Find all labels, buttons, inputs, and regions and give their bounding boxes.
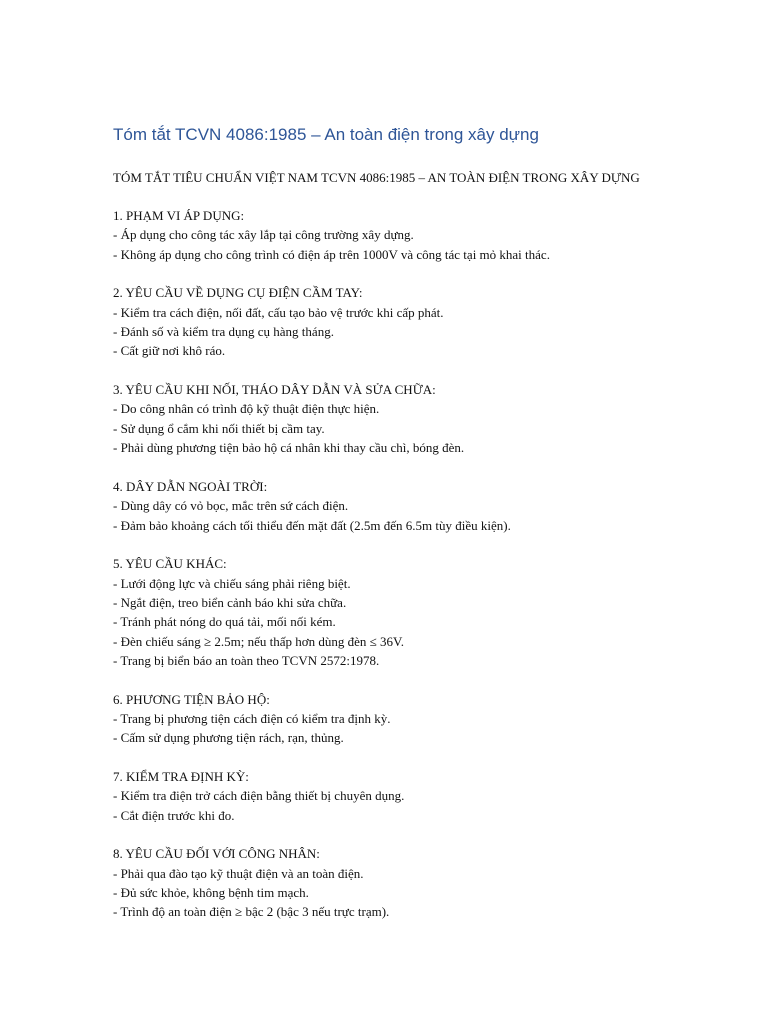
list-item: - Sử dụng ổ cắm khi nối thiết bị cầm tay. bbox=[113, 420, 325, 436]
list-item: - Lưới động lực và chiếu sáng phải riêng biệt. bbox=[113, 575, 351, 591]
list-item: - Cất giữ nơi khô ráo. bbox=[113, 343, 226, 359]
section-wiring-repair bbox=[113, 380, 550, 457]
list-item: - Áp dụng cho công tác xây lắp tại công trường xây dựng. bbox=[113, 227, 414, 243]
section-title: 8. YÊU CẦU ĐỐI VỚI CÔNG NHÂN: bbox=[113, 846, 320, 862]
list-item: - Kiểm tra cách điện, nối đất, cấu tạo bảo vệ trước khi cấp phát. bbox=[113, 304, 444, 320]
section-title: 4. DÂY DẪN NGOÀI TRỜI: bbox=[113, 478, 268, 494]
section-title: 3. YÊU CẦU KHI NỐI, THÁO DÂY DẪN VÀ SỬA CHỮA: bbox=[113, 382, 436, 398]
list-item: - Đủ sức khỏe, không bệnh tim mạch. bbox=[113, 885, 309, 901]
list-item: - Do công nhân có trình độ kỹ thuật điện thực hiện. bbox=[113, 401, 380, 417]
section-title: 6. PHƯƠNG TIỆN BẢO HỘ: bbox=[113, 691, 270, 707]
section-other-requirements bbox=[113, 554, 550, 670]
document-title: Tóm tắt TCVN 4086:1985 – An toàn điện trong xây dựng bbox=[113, 125, 539, 144]
list-item: - Không áp dụng cho công trình có điện áp trên 1000V và công tác tại mỏ khai thác. bbox=[113, 246, 550, 262]
section-title: 7. KIỂM TRA ĐỊNH KỲ: bbox=[113, 768, 249, 784]
list-item: - Đảm bảo khoảng cách tối thiểu đến mặt đất (2.5m đến 6.5m tùy điều kiện). bbox=[113, 517, 511, 533]
list-item: - Phải qua đào tạo kỹ thuật điện và an toàn điện. bbox=[113, 865, 364, 881]
list-item: - Phải dùng phương tiện bảo hộ cá nhân khi thay cầu chì, bóng đèn. bbox=[113, 440, 465, 456]
list-item: - Đánh số và kiểm tra dụng cụ hàng tháng. bbox=[113, 324, 334, 340]
section-protective-equipment bbox=[113, 690, 550, 748]
section-hand-tools bbox=[113, 283, 550, 360]
section-title: 2. YÊU CẦU VỀ DỤNG CỤ ĐIỆN CẦM TAY: bbox=[113, 285, 363, 301]
section-outdoor-wiring bbox=[113, 477, 550, 535]
section-title: 5. YÊU CẦU KHÁC: bbox=[113, 556, 227, 572]
document-heading: TÓM TẮT TIÊU CHUẨN VIỆT NAM TCVN 4086:1985 – AN TOÀN ĐIỆN TRONG XÂY DỰNG bbox=[113, 170, 640, 185]
section-scope bbox=[113, 206, 550, 264]
list-item: - Trình độ an toàn điện ≥ bậc 2 (bậc 3 nếu trực trạm). bbox=[113, 904, 390, 920]
section-periodic-inspection bbox=[113, 767, 550, 825]
list-item: - Cấm sử dụng phương tiện rách, rạn, thủng. bbox=[113, 730, 344, 746]
sections-container bbox=[113, 206, 550, 941]
section-title: 1. PHẠM VI ÁP DỤNG: bbox=[113, 208, 245, 223]
list-item: - Trang bị biển báo an toàn theo TCVN 2572:1978. bbox=[113, 652, 380, 668]
section-worker-requirements bbox=[113, 844, 550, 921]
list-item: - Cắt điện trước khi đo. bbox=[113, 807, 235, 823]
list-item: - Trang bị phương tiện cách điện có kiểm tra định kỳ. bbox=[113, 710, 391, 726]
list-item: - Đèn chiếu sáng ≥ 2.5m; nếu thấp hơn dùng đèn ≤ 36V. bbox=[113, 633, 404, 649]
list-item: - Dùng dây có vỏ bọc, mắc trên sứ cách điện. bbox=[113, 498, 349, 514]
list-item: - Tránh phát nóng do quá tải, mối nối kém. bbox=[113, 614, 336, 630]
list-item: - Ngắt điện, treo biển cảnh báo khi sửa chữa. bbox=[113, 594, 347, 610]
list-item: - Kiểm tra điện trở cách điện bằng thiết bị chuyên dụng. bbox=[113, 788, 405, 804]
